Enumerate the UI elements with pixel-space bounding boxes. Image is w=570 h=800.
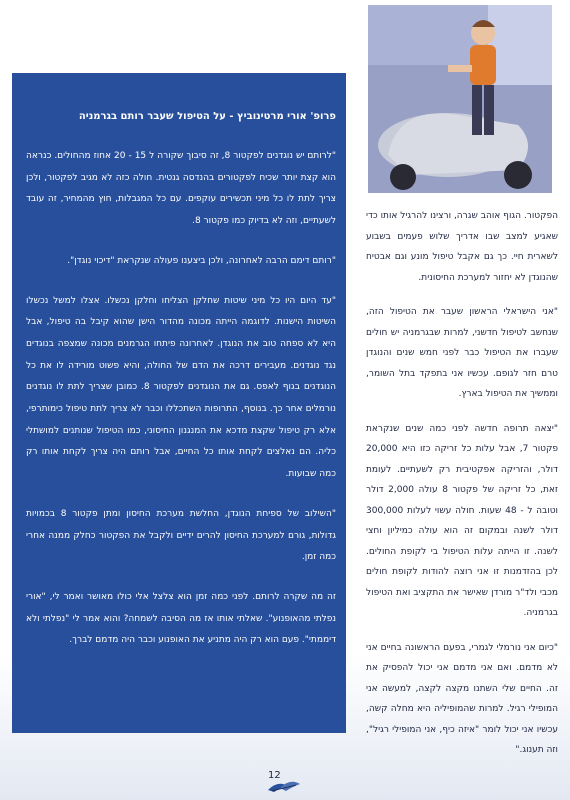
sidebar-paragraph: "לרותם יש נוגדנים לפקטור 8, זה סיבוך שקורה ל 15 - 20 אחוז מהחולים. כנראה הוא קצת יותר שכיח לפקטורים בהנדסה גנטית. חולה כזה לא מגיב לפקטור, ולכן צריך לתת לו כל מיני תכשירים עוקפים. עם כל המגבלות, חוץ מהמחיר, זה עובד לשעתיים, וזה לא בדיוק כמו פקטור 8.	[26, 151, 337, 227]
right-column-text	[366, 206, 558, 775]
sidebar-paragraph: "עד היום היו כל מיני שיטות שחלקן הצליחו וחלקן נכשלו. אצלו למשל נכשלו השיטות הישנות. לדוגמה הייתה מכונה מהדור הישן שהוא קיבל בה טיפול, אבל היא לא ספחה טוב את הנוגדן. לאחרונה פיתחו הגרמנים מכונה שמצפה בנוגדים נגד נוגדנים. מעבירים דרכה את הדם של החולה, והיא פשוט מורידה לו את כל הנוגדנים בגוף לאפס. גם את הנוגדנים לפקטור 8. כמובן שצריך לתת לו נוגדנים נורמלים אחר כך. בנוסף, התרופות השתכללו וכבר לא צריך לתת טיפול כימותרפי, אלא רק טיפול שקצת מדכא את המנגנון החיסוני, כמו הטיפול שנותנים למושתלי כליה. הם נאלצים לקחת אותו כל החיים, אבל רותם היה צריך לקחת אותו רק כמה שבועות.	[26, 295, 336, 480]
leaf-ornament-icon	[266, 778, 302, 794]
sidebar-body	[26, 146, 336, 652]
right-paragraph: הפקטור. הגוף אוהב שגרה, ורצינו להרגיל אותו כדי שאגיע למצב שבו אדריך שלוש פעמים בשבוע לשארית חיי. כך גם אקבל טיפול מונע וגם אבטיח שהנוגדן לא יחזור למערכת החיסונית.	[366, 211, 558, 283]
sidebar-paragraph: "השילוב של ספיחת הנוגדן, החלשת מערכת החיסון ומתן פקטור 8 בכמויות גדולות, גורם למערכת החיסון להרים ידיים ולקבל את הפקטור כחלק ממנה אחרי כמה זמן.	[26, 508, 336, 563]
right-paragraph: "כיום אני נורמלי לגמרי, בפעם הראשונה בחיים אני לא מדמם. ואם אני מדמם אני יכול להפסיק את זה. החיים שלי השתנו מקצה לקצה, למעשה אני המופילי רגיל. למרות שהמופיליה היא מחלה קשה, עכשיו אני יכול לומר "איזה כיף, אני המופילי רגיל", וזה תענוג."	[366, 642, 558, 755]
sidebar-paragraph: "רותם דימם הרבה לאחרונה, ולכן ביצענו פעולה שנקראת "דיכוי נוגדן".	[67, 255, 336, 266]
interview-sidebar-box	[12, 73, 346, 733]
right-paragraph: "אני הישראלי הראשון שעבר את הטיפול הזה, שנחשב לטיפול חדשני, למרות שבגרמניה יש חולים שעברו את הטיפול כבר לפני חמש שנים והנוגדן טרם חזר לגופם. עכשיו אני בתפקד בתל השומר, וממשיך את הטיפול בארץ.	[366, 307, 558, 399]
sidebar-title: פרופ' אורי מרטינוביץ - על הטיפול שעבר רותם בגרמניה	[78, 111, 336, 122]
photo-boy-on-scooter	[368, 5, 552, 193]
sidebar-paragraph: זה מה שקרה לרותם. לפני כמה זמן הוא צלצל אלי כולו מאושר ואמר לי, "אורי נפלתי מהאופנוע". שאלתי אותו אז מה הסיבה לשמחה? והוא אמר לי "נפלתי ולא דיממתי". פעם הוא רק היה מתניע את האופנוע וכבר היה מדמם לברך.	[26, 591, 336, 646]
right-paragraph: "יצאה תרופה חדשה לפני כמה שנים שנקראת פקטור 7, אבל עלות כל זריקה כזו היא 20,000 דולר, והזריקה אפקטיבית רק לשעתיים. לעומת זאת, כל זריקה של פקטור 8 עולה 2,000 דולר וטובה ל - 48 שעות. חולה עשוי לעלות 300,000 דולר לשנה ובמקום זה הוא עולה כמיליון וחצי לשנה. זו הייתה עלות הטיפול בי לקופת החולים. לכן בהזדמנות זו אני רוצה להודות לקופת חולים מכבי ולד"ר מורדן שאישר את התקציב ואת הטיפול בגרמניה.	[366, 423, 558, 618]
page-number: 12	[268, 770, 281, 781]
scooter-illustration	[368, 5, 552, 193]
